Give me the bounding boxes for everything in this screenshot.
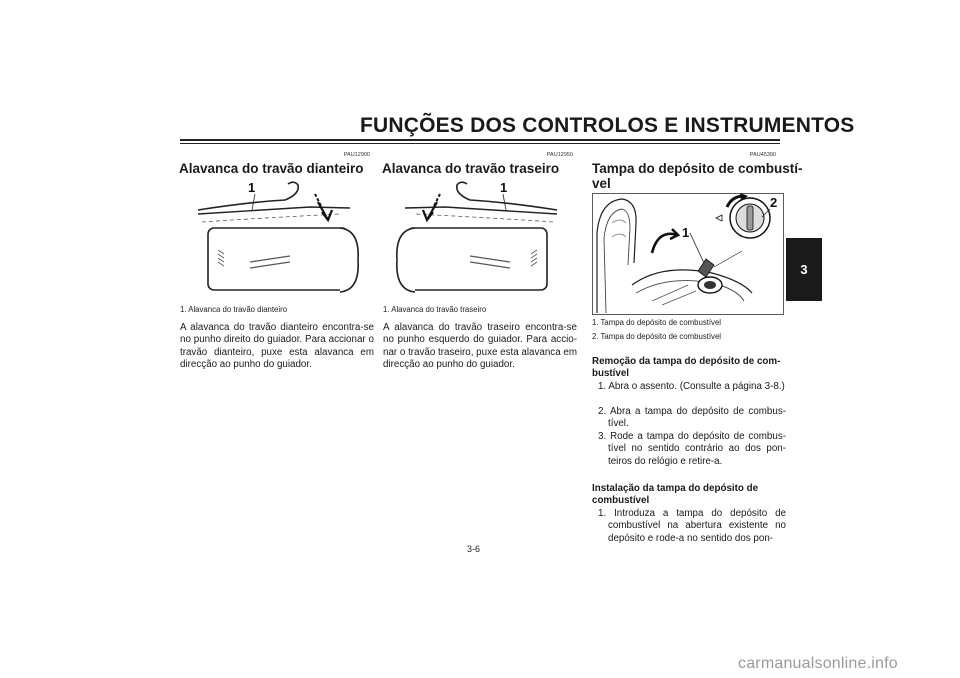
fuel-cap-figure [592, 193, 784, 315]
body-paragraph: A alavanca do travão dianteiro encontra-se no punho direito do guiador. Para accionar o travão dianteiro, puxe esta alavanca em direcção ao punho do guiador. [180, 322, 374, 371]
chapter-tab[interactable]: 3 [786, 238, 822, 301]
install-heading-line: combustível [592, 495, 650, 507]
removal-step: 1. Abra o assento. (Consulte a página 3-8.) [598, 381, 785, 392]
figure-callout-1: 1 [248, 180, 256, 195]
rear-brake-lever-figure [385, 180, 565, 300]
removal-heading [592, 356, 786, 381]
reference-code: PAU45390 [749, 152, 776, 158]
header-rule [180, 139, 780, 141]
section-title-line: vel [592, 176, 611, 191]
install-step: 1. Introduza a tampa do depósito de combustível na abertura existente no depósito e rode-a no sentido dos pon- [598, 508, 786, 544]
watermark: carmanualsonline.info [738, 655, 898, 672]
section-title-rear-brake: Alavanca do travão traseiro [382, 161, 560, 176]
install-heading-line: Instalação da tampa do depósito de [592, 483, 759, 494]
section-title-front-brake: Alavanca do travão dianteiro [179, 161, 364, 176]
section-title-fuel-cap [592, 161, 803, 191]
page-number: 3-6 [467, 544, 481, 554]
install-heading [592, 483, 786, 508]
reference-code: PAU12900 [343, 152, 370, 158]
section-title-line: Tampa do depósito de combustí- [592, 161, 803, 176]
figure-callout-1: 1 [682, 225, 690, 240]
removal-step: 2. Abra a tampa do depósito de combus-tível. [598, 406, 786, 430]
figure-caption: 1. Tampa do depósito de combustível [592, 318, 722, 327]
body-paragraph: A alavanca do travão traseiro encontra-se no punho esquerdo do guiador. Para accio-nar o travão traseiro, puxe esta alavanca em direcção ao punho do guiador. [383, 322, 577, 371]
figure-caption: 2. Tampa do depósito de combustível [592, 332, 722, 341]
page-header-title: FUNÇÕES DOS CONTROLOS E INSTRUMENTOS [360, 114, 855, 137]
figure-callout-1: 1 [500, 180, 508, 195]
removal-heading-line: Remoção da tampa do depósito de com- [592, 356, 781, 367]
figure-caption: 1. Alavanca do travão traseiro [383, 305, 487, 314]
reference-code: PAU12950 [546, 152, 573, 158]
figure-caption: 1. Alavanca do travão dianteiro [180, 305, 288, 314]
removal-step: 3. Rode a tampa do depósito de combus-tível no sentido contrário ao dos pon-teiros do relógio e retire-a. [598, 431, 786, 467]
header-rule-thin [180, 143, 780, 144]
figure-callout-2: 2 [770, 195, 778, 210]
front-brake-lever-figure [190, 180, 370, 300]
removal-heading-line: bustível [592, 368, 630, 380]
